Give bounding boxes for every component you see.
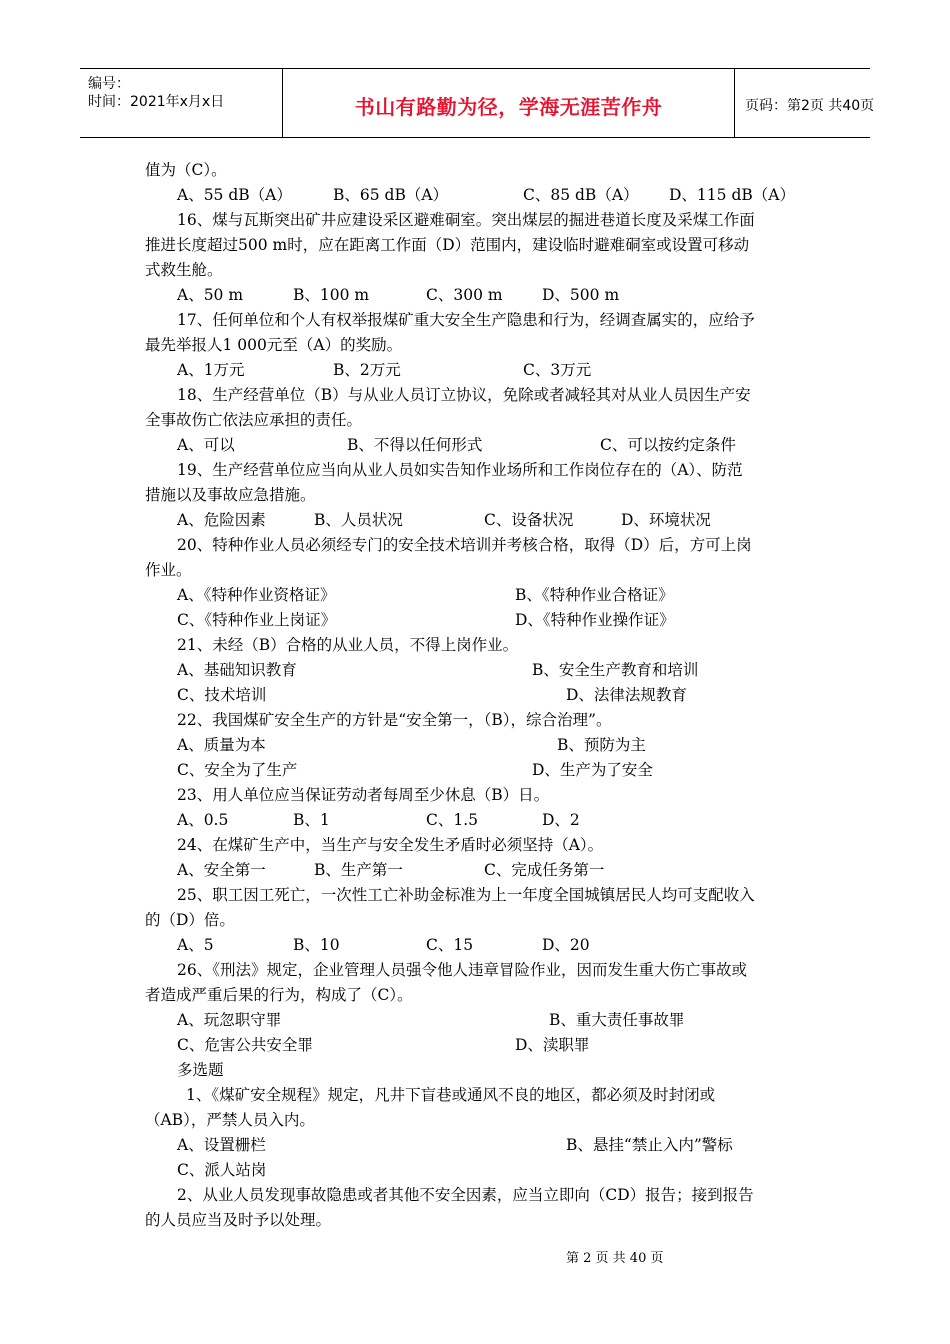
text-line: 值为（C）。 [145,161,227,179]
option-text: C、300 m [426,286,503,304]
option-text: A、55 dB（A） [177,186,292,204]
text-line: 最先举报人1 000元至（A）的奖励。 [145,336,403,354]
option-text: C、安全为了生产 [177,761,298,779]
footer-page-number: 第 2 页 共 40 页 [566,1251,664,1266]
section-heading: 多选题 [177,1061,224,1079]
option-text: A、危险因素 [177,511,266,529]
option-text: A、50 m [177,286,244,304]
option-text: D、环境状况 [621,511,711,529]
text-line: 作业。 [145,561,192,579]
question-text: 1、《煤矿安全规程》规定，凡井下盲巷或通风不良的地区，都必须及时封闭或 [186,1086,716,1104]
text-line: 者造成严重后果的行为，构成了（C）。 [145,986,413,1004]
option-text: C、危害公共安全罪 [177,1036,313,1054]
option-text: D、2 [542,811,580,829]
option-text: B、人员状况 [314,511,403,529]
question-text: 18、生产经营单位（B）与从业人员订立协议，免除或者减轻其对从业人员因生产安 [177,386,751,404]
option-text: C、派人站岗 [177,1161,267,1179]
text-line: 措施以及事故应急措施。 [145,486,316,504]
option-text: A、《特种作业资格证》 [177,586,336,604]
question-text: 26、《刑法》规定，企业管理人员强令他人违章冒险作业，因而发生重大伤亡事故或 [177,961,747,979]
text-line: 推进长度超过500 m时，应在距离工作面（D）范围内，建设临时避难硐室或设置可移动 [145,236,750,254]
option-text: B、安全生产教育和培训 [532,661,699,679]
option-text: D、20 [542,936,590,954]
option-text: A、基础知识教育 [177,661,297,679]
question-text: 21、未经（B）合格的从业人员，不得上岗作业。 [177,636,519,654]
option-text: A、0.5 [177,811,229,829]
option-text: A、1万元 [177,361,245,379]
option-text: B、2万元 [333,361,401,379]
text-line: （AB），严禁人员入内。 [145,1111,315,1129]
option-text: B、预防为主 [557,736,646,754]
option-text: B、10 [293,936,340,954]
question-text: 20、特种作业人员必须经专门的安全技术培训并考核合格，取得（D）后，方可上岗 [177,536,752,554]
question-text: 17、任何单位和个人有权举报煤矿重大安全生产隐患和行为，经调查属实的，应给予 [177,311,755,329]
option-text: D、渎职罪 [515,1036,590,1054]
option-text: C、技术培训 [177,686,267,704]
option-text: A、质量为本 [177,736,266,754]
text-line: 的人员应当及时予以处理。 [145,1211,332,1229]
option-text: B、《特种作业合格证》 [515,586,674,604]
document-number-label: 编号： [88,76,130,92]
option-text: B、重大责任事故罪 [549,1011,685,1029]
option-text: D、法律法规教育 [566,686,687,704]
option-text: A、5 [177,936,214,954]
option-text: B、65 dB（A） [333,186,449,204]
question-text: 24、在煤矿生产中，当生产与安全发生矛盾时必须坚持（A）。 [177,836,604,854]
option-text: D、115 dB（A） [669,186,795,204]
document-time-label: 时间：2021年x月x日 [88,94,225,110]
option-text: A、设置栅栏 [177,1136,266,1154]
option-text: B、不得以任何形式 [347,436,483,454]
option-text: A、安全第一 [177,861,266,879]
text-line: 式救生舱。 [145,261,223,279]
option-text: B、100 m [293,286,370,304]
question-text: 25、职工因工死亡，一次性工亡补助金标准为上一年度全国城镇居民人均可支配收入 [177,886,755,904]
option-text: B、悬挂“禁止入内”警标 [566,1136,733,1154]
option-text: D、500 m [542,286,620,304]
option-text: C、设备状况 [484,511,574,529]
option-text: B、生产第一 [314,861,403,879]
option-text: C、《特种作业上岗证》 [177,611,337,629]
question-text: 2、从业人员发现事故隐患或者其他不安全因素，应当立即向（CD）报告；接到报告 [177,1186,754,1204]
header-motto: 书山有路勤为径，学海无涯苦作舟 [354,95,663,119]
option-text: C、85 dB（A） [523,186,639,204]
option-text: D、生产为了安全 [532,761,653,779]
question-text: 23、用人单位应当保证劳动者每周至少休息（B）日。 [177,786,550,804]
option-text: C、可以按约定条件 [600,436,736,454]
option-text: C、3万元 [523,361,592,379]
text-line: 的（D）倍。 [145,911,235,929]
option-text: C、15 [426,936,474,954]
option-text: D、《特种作业操作证》 [515,611,675,629]
question-text: 19、生产经营单位应当向从业人员如实告知作业场所和工作岗位存在的（A）、防范 [177,461,743,479]
header-page-info: 页码：第2页 共40页 [745,98,875,114]
text-line: 全事故伤亡依法应承担的责任。 [145,411,363,429]
question-text: 22、我国煤矿安全生产的方针是“安全第一，（B），综合治理”。 [177,711,612,729]
question-text: 16、煤与瓦斯突出矿井应建设采区避难硐室。突出煤层的掘进巷道长度及采煤工作面 [177,211,755,229]
option-text: C、完成任务第一 [484,861,605,879]
option-text: A、可以 [177,436,235,454]
option-text: A、玩忽职守罪 [177,1011,282,1029]
option-text: B、1 [293,811,330,829]
option-text: C、1.5 [426,811,479,829]
